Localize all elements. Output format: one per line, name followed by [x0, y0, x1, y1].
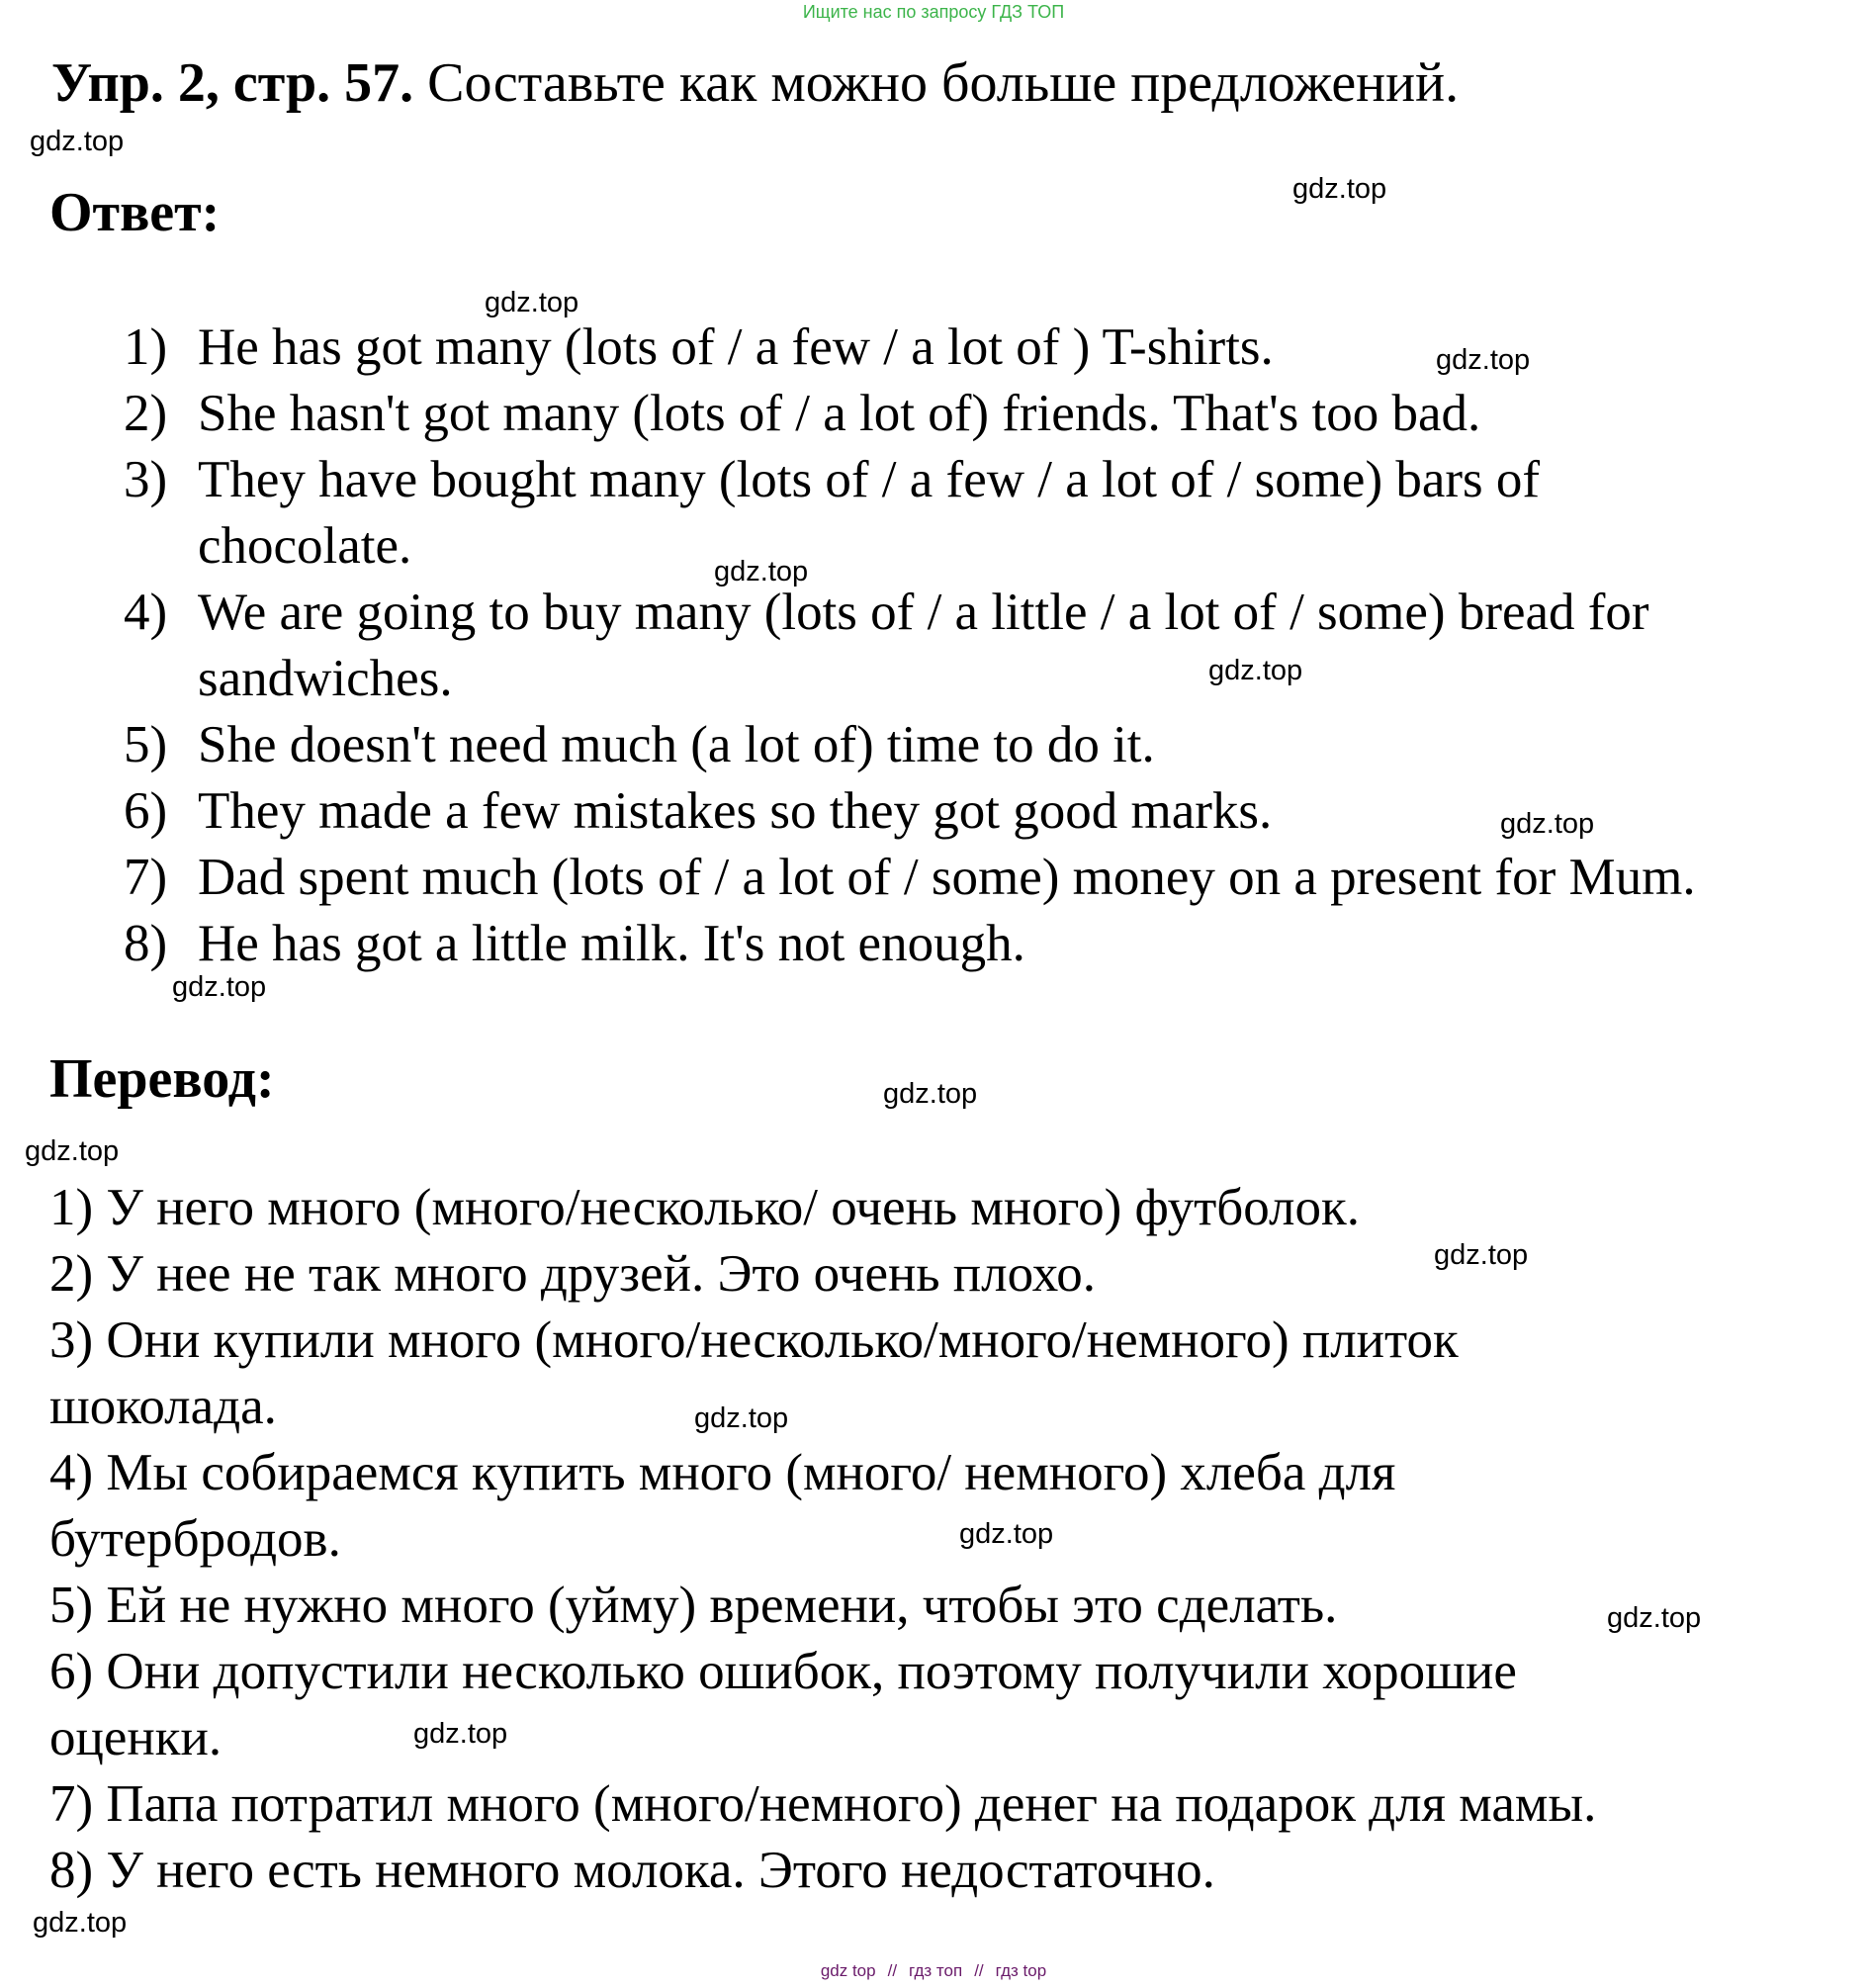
translation-line: бутербродов. — [49, 1510, 341, 1568]
answer-number: 5) — [124, 716, 168, 773]
translation-line: 7) Папа потратил много (много/немного) денег на подарок для мамы. — [49, 1775, 1597, 1833]
bottom-banner-link: гдз top — [995, 1961, 1047, 1980]
answer-line: They made a few mistakes so they got good marks. — [198, 782, 1273, 840]
answer-line: She hasn't got many (lots of / a lot of) friends. That's too bad. — [198, 385, 1481, 442]
exercise-number: Упр. 2, стр. 57. — [51, 52, 414, 114]
watermark: gdz.top — [1208, 655, 1303, 686]
translation-line: 2) У нее не так много друзей. Это очень плохо. — [49, 1245, 1096, 1303]
answer-number: 7) — [124, 849, 168, 906]
bottom-banner-link: гдз топ — [909, 1961, 963, 1980]
watermark: gdz.top — [1436, 344, 1531, 376]
answer-line: He has got a little milk. It's not enough. — [198, 915, 1025, 972]
watermark: gdz.top — [33, 1907, 128, 1939]
answer-number: 6) — [124, 782, 168, 840]
answer-number: 8) — [124, 915, 168, 972]
translation-title: Перевод: — [49, 1048, 275, 1110]
top-banner: Ищите нас по запросу ГДЗ ТОП — [802, 2, 1065, 22]
bottom-banner-link: gdz top — [820, 1961, 876, 1980]
translation-line: 3) Они купили много (много/несколько/много/немного) плиток — [49, 1311, 1459, 1369]
watermark: gdz.top — [485, 287, 579, 318]
translation-line: оценки. — [49, 1709, 222, 1766]
answer-number: 2) — [124, 385, 168, 442]
watermark: gdz.top — [1292, 173, 1387, 205]
watermark: gdz.top — [694, 1402, 789, 1434]
watermark: gdz.top — [1434, 1239, 1529, 1271]
bottom-banner-separator: // — [974, 1961, 984, 1980]
answer-line: sandwiches. — [198, 650, 453, 707]
translation-line: 8) У него есть немного молока. Этого недостаточно. — [49, 1842, 1215, 1899]
answer-line: She doesn't need much (a lot of) time to do it. — [198, 716, 1155, 773]
translation-line: шоколада. — [49, 1378, 277, 1435]
translation-line: 4) Мы собираемся купить много (много/ немного) хлеба для — [49, 1444, 1396, 1501]
exercise-heading — [51, 51, 1459, 115]
translation-line: 6) Они допустили несколько ошибок, поэтому получили хорошие — [49, 1643, 1517, 1700]
watermark: gdz.top — [883, 1078, 978, 1110]
answer-line: Dad spent much (lots of / a lot of / some) money on a present for Mum. — [198, 849, 1696, 906]
answer-line: He has got many (lots of / a few / a lot of ) T-shirts. — [198, 318, 1274, 376]
watermark: gdz.top — [1607, 1602, 1702, 1634]
watermark: gdz.top — [714, 556, 809, 587]
answer-line: chocolate. — [198, 517, 412, 575]
watermark: gdz.top — [1500, 808, 1595, 840]
watermark: gdz.top — [25, 1135, 120, 1167]
watermark: gdz.top — [30, 126, 125, 157]
bottom-banner-separator: // — [887, 1961, 898, 1980]
bottom-banner — [0, 1961, 1867, 1981]
watermark: gdz.top — [959, 1518, 1054, 1550]
answer-number: 3) — [124, 451, 168, 508]
translation-line: 5) Ей не нужно много (уйму) времени, чтобы это сделать. — [49, 1577, 1338, 1634]
answer-line: They have bought many (lots of / a few / a lot of / some) bars of — [198, 451, 1541, 508]
answer-number: 4) — [124, 584, 168, 641]
watermark: gdz.top — [413, 1718, 508, 1750]
answer-title: Ответ: — [49, 182, 221, 243]
translation-line: 1) У него много (много/несколько/ очень много) футболок. — [49, 1179, 1360, 1236]
answer-number: 1) — [124, 318, 168, 376]
watermark: gdz.top — [172, 971, 267, 1003]
exercise-instruction: Составьте как можно больше предложений. — [427, 52, 1460, 114]
answer-line: We are going to buy many (lots of / a little / a lot of / some) bread for — [198, 584, 1649, 641]
